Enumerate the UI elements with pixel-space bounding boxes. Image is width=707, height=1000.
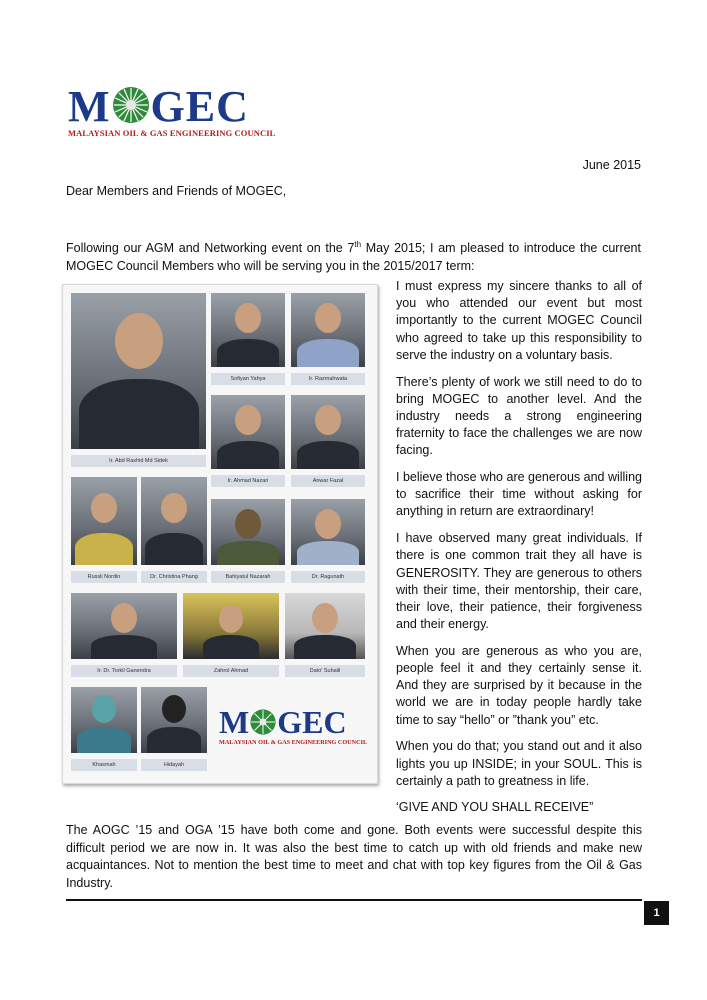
- member-photo: [183, 593, 279, 659]
- logo-wordmark: [68, 82, 249, 132]
- council-collage: [62, 284, 378, 784]
- closing-paragraph: The AOGC ’15 and OGA ’15 have both come and gone. Both events were successful despite this difficult period we are now in. It was also the best time to catch up with old friends and make new acquaintances. Not to mention the best time to meet and chat with top key figures from the Oil & Gas Industry.: [66, 823, 642, 890]
- member-photo: [285, 593, 365, 659]
- logo-word-right: GEC: [150, 82, 249, 131]
- member-caption: Khasmah: [71, 759, 137, 771]
- member-caption: Ir. Razmahwata: [291, 373, 365, 385]
- collage-logo-subtitle: MALAYSIAN OIL & GAS ENGINEERING COUNCIL: [219, 739, 368, 746]
- logo-word-left: M: [68, 82, 111, 131]
- member-caption: Ir. Dr. Torkil Ganendra: [71, 665, 177, 677]
- member-caption: Dr. Ragunath: [291, 571, 365, 583]
- letter-date: June 2015: [582, 158, 641, 172]
- body-paragraph: I must express my sincere thanks to all of you who attended our event but most importantly to the current MOGEC Council who agreed to take up this responsibility to serve the industry on a voluntary basis.: [396, 279, 642, 362]
- footer-rule: [66, 899, 642, 901]
- member-caption: Zahrol Ahmad: [183, 665, 279, 677]
- body-paragraph: I have observed many great individuals. If there is one common trait they all have is GENEROSITY. They are generous to others with their time, their mentorship, their care, their love, their patience, their forgiveness and their energy.: [396, 531, 642, 632]
- intro-paragraph: [66, 236, 641, 275]
- emblem-icon: [249, 708, 277, 736]
- intro-text-a: Following our AGM and Networking event on the 7: [66, 241, 355, 256]
- member-caption: Russli Nordin: [71, 571, 137, 583]
- member-photo: [211, 293, 285, 367]
- collage-logo-word-left: M: [219, 704, 250, 740]
- member-photo: [71, 593, 177, 659]
- emblem-icon: [111, 85, 151, 125]
- member-caption: Sofiyan Yahya: [211, 373, 285, 385]
- member-photo: [141, 687, 207, 753]
- member-photo: [211, 499, 285, 565]
- collage-logo: [219, 705, 369, 746]
- intro-text-b: May 2015; I am pleased to introduce the current MOGEC Council Members who will be serving you in the 2015/2017 term:: [66, 241, 641, 273]
- member-photo: [141, 477, 207, 565]
- body-paragraph: When you are generous as who you are, people feel it and they certainly sense it. And they are surprised by it because in the world we are in today people hardly take time to say “hello” or ”thank you” etc.: [396, 643, 642, 727]
- member-photo: [71, 293, 206, 449]
- member-caption: Bahiyatul Nazarah: [211, 571, 285, 583]
- member-photo: [291, 499, 365, 565]
- member-photo: [291, 395, 365, 469]
- logo-subtitle: MALAYSIAN OIL & GAS ENGINEERING COUNCIL: [68, 128, 276, 138]
- member-photo: [211, 395, 285, 469]
- collage-logo-wordmark: [219, 705, 369, 739]
- letter-body-column: [396, 278, 642, 826]
- page-number: 1: [644, 901, 669, 925]
- member-caption: Ir. Abd Rashid Md Sidek: [71, 455, 206, 467]
- member-caption: Ir. Ahmad Nazari: [211, 475, 285, 487]
- member-caption: Anwar Fazal: [291, 475, 365, 487]
- body-paragraph: ‘GIVE AND YOU SHALL RECEIVE”: [396, 800, 594, 815]
- body-paragraph: When you do that; you stand out and it also lights you up INSIDE; in your SOUL. This is certainly a path to greatness in life.: [396, 739, 642, 788]
- member-photo: [71, 477, 137, 565]
- member-photo: [291, 293, 365, 367]
- mogec-logo: [64, 84, 284, 142]
- collage-logo-word-right: GEC: [277, 704, 347, 740]
- member-caption: Hidayah: [141, 759, 207, 771]
- member-photo: [71, 687, 137, 753]
- intro-sup: th: [354, 240, 362, 249]
- member-caption: Dr. Christina Phang: [141, 571, 207, 583]
- body-paragraph: I believe those who are generous and willing to sacrifice their time without asking for anything in return are extraordinary!: [396, 470, 642, 519]
- member-caption: Dato' Suhaili: [285, 665, 365, 677]
- body-paragraph: There’s plenty of work we still need to do to bring MOGEC to another level. And the industry needs a strong engineering fraternity to face the challenges we are now facing.: [396, 374, 642, 458]
- greeting: Dear Members and Friends of MOGEC,: [66, 184, 287, 198]
